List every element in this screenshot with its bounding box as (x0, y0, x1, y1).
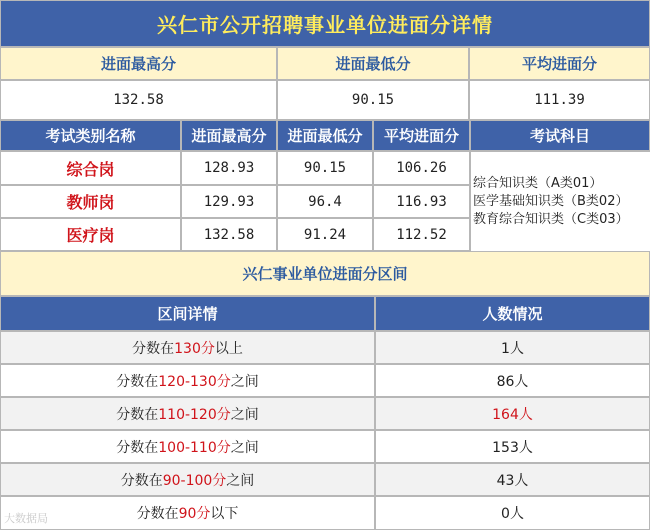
category-name: 综合岗 (0, 151, 181, 185)
range-prefix: 分数在 (116, 406, 159, 423)
range-prefix: 分数在 (116, 439, 159, 456)
category-avg-header: 平均进面分 (373, 120, 470, 151)
count-header: 人数情况 (375, 296, 650, 331)
category-max: 129.93 (181, 185, 277, 218)
category-header-row (0, 120, 650, 151)
range-prefix: 分数在 (120, 472, 163, 489)
category-avg: 112.52 (373, 218, 470, 251)
category-min: 96.4 (277, 185, 373, 218)
range-cell (0, 496, 375, 530)
count-cell: 153人 (375, 430, 650, 463)
range-suffix: 之间 (230, 406, 259, 423)
range-value: 100-110分 (158, 439, 231, 456)
distribution-row (0, 430, 650, 463)
category-avg: 116.93 (373, 185, 470, 218)
category-name: 医疗岗 (0, 218, 181, 251)
range-prefix: 分数在 (116, 373, 159, 390)
range-value: 90-100分 (162, 472, 227, 489)
range-cell (0, 397, 375, 430)
category-min-header: 进面最低分 (277, 120, 373, 151)
overall-max-header: 进面最高分 (0, 47, 277, 80)
range-suffix: 之间 (230, 373, 259, 390)
distribution-row (0, 331, 650, 364)
distribution-title: 兴仁事业单位进面分区间 (0, 251, 650, 296)
exam-subjects-cell (470, 151, 650, 253)
overall-min-header: 进面最低分 (277, 47, 469, 80)
overall-min-value: 90.15 (277, 80, 469, 120)
category-name: 教师岗 (0, 185, 181, 218)
category-avg: 106.26 (373, 151, 470, 185)
range-header: 区间详情 (0, 296, 375, 331)
distribution-row (0, 496, 650, 530)
range-prefix: 分数在 (132, 340, 175, 357)
category-max: 128.93 (181, 151, 277, 185)
category-row (0, 185, 470, 218)
range-value: 130分 (174, 340, 215, 357)
range-prefix: 分数在 (136, 506, 179, 522)
category-row (0, 151, 470, 185)
category-max-header: 进面最高分 (181, 120, 277, 151)
range-suffix: 之间 (226, 472, 255, 489)
distribution-row (0, 463, 650, 496)
distribution-header-row (0, 296, 650, 331)
count-cell: 164人 (375, 397, 650, 430)
page-title: 兴仁市公开招聘事业单位进面分详情 (0, 0, 650, 47)
distribution-row (0, 364, 650, 397)
count-cell: 86人 (375, 364, 650, 397)
overall-values-row (0, 80, 650, 120)
range-value: 90分 (178, 506, 211, 522)
range-value: 120-130分 (158, 373, 231, 390)
category-name-header: 考试类别名称 (0, 120, 181, 151)
distribution-row (0, 397, 650, 430)
category-min: 90.15 (277, 151, 373, 185)
category-row (0, 218, 470, 251)
category-max: 132.58 (181, 218, 277, 251)
range-suffix: 之间 (230, 439, 259, 456)
range-value: 110-120分 (158, 406, 231, 423)
watermark: 大数据局 (4, 512, 48, 525)
count-cell: 43人 (375, 463, 650, 496)
range-cell (0, 463, 375, 496)
exam-subject: 教育综合知识类（C类03） (473, 212, 629, 227)
exam-subject: 综合知识类（A类01） (473, 176, 603, 191)
count-cell: 1人 (375, 331, 650, 364)
range-cell (0, 331, 375, 364)
range-cell (0, 364, 375, 397)
overall-max-value: 132.58 (0, 80, 277, 120)
range-cell (0, 430, 375, 463)
category-min: 91.24 (277, 218, 373, 251)
overall-avg-value: 111.39 (469, 80, 650, 120)
overall-avg-header: 平均进面分 (469, 47, 650, 80)
exam-subject: 医学基础知识类（B类02） (473, 194, 629, 209)
category-subject-header: 考试科目 (470, 120, 650, 151)
overall-header-row (0, 47, 650, 80)
range-suffix: 以上 (214, 340, 243, 357)
count-cell: 0人 (375, 496, 650, 530)
range-suffix: 以下 (210, 506, 239, 522)
